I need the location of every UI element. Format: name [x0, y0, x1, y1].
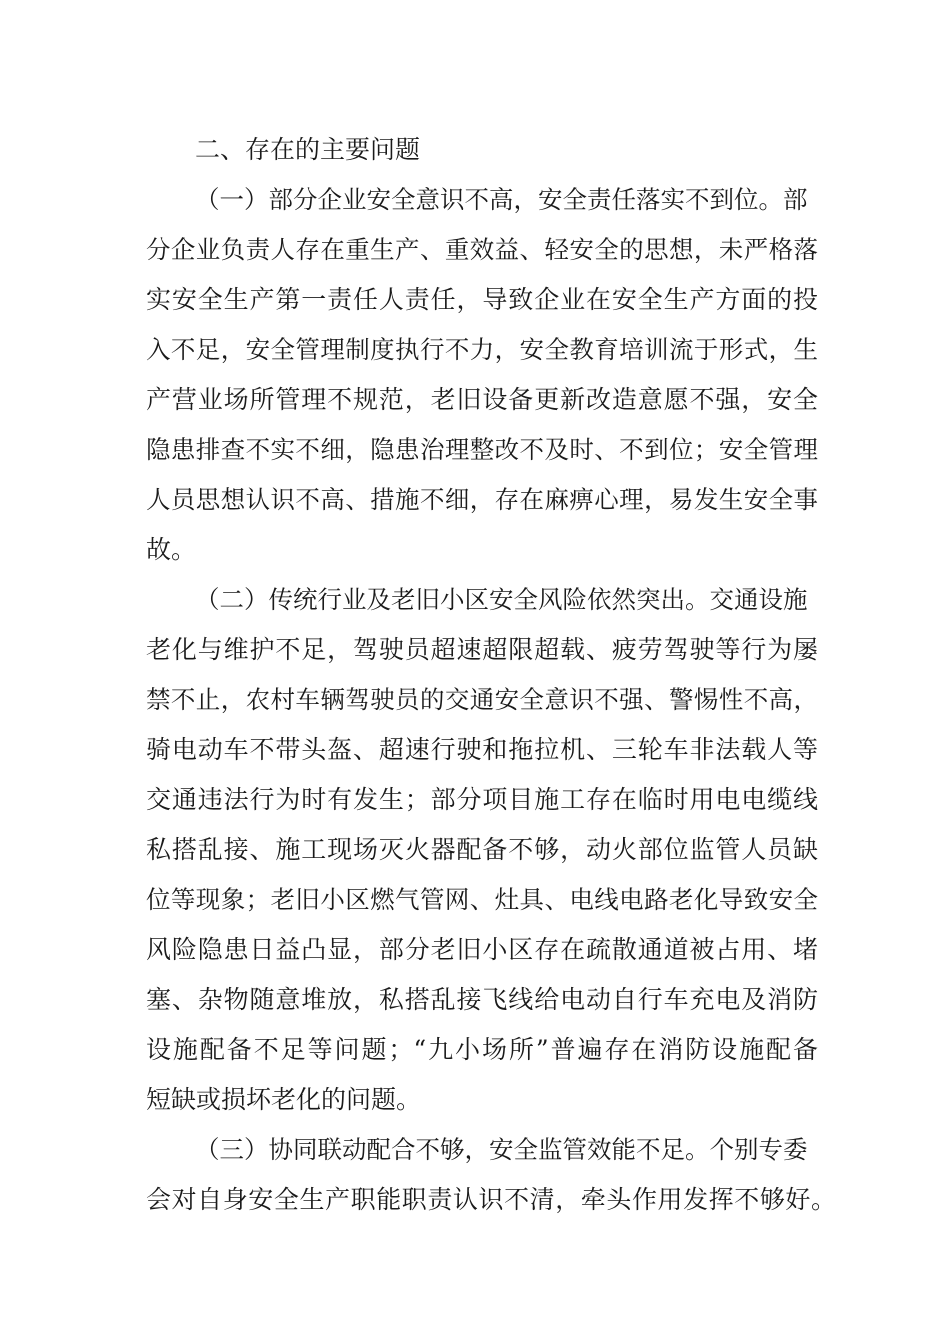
- paragraph-2-line-8: 风险隐患日益凸显，部分老旧小区存在疏散通道被占用、堵: [146, 935, 818, 964]
- paragraph-2-line-3: 禁不止，农村车辆驾驶员的交通安全意识不强、警惕性不高，: [146, 685, 818, 714]
- paragraph-1-line-8: 故。: [146, 535, 197, 564]
- paragraph-2-line-4: 骑电动车不带头盔、超速行驶和拖拉机、三轮车非法载人等: [146, 735, 818, 764]
- paragraph-2-line-7: 位等现象；老旧小区燃气管网、灶具、电线电路老化导致安全: [146, 885, 818, 914]
- paragraph-2-line-5: 交通违法行为时有发生；部分项目施工存在临时用电电缆线: [146, 785, 818, 814]
- paragraph-1-line-2: 分企业负责人存在重生产、重效益、轻安全的思想，未严格落: [146, 235, 818, 264]
- paragraph-1-line-1: （一）部分企业安全意识不高，安全责任落实不到位。部: [195, 185, 808, 214]
- paragraph-2-line-6: 私搭乱接、施工现场灭火器配备不够，动火部位监管人员缺: [146, 835, 818, 864]
- paragraph-2-line-10: 设施配备不足等问题；“九小场所”普遍存在消防设施配备: [146, 1035, 818, 1064]
- paragraph-2-line-11: 短缺或损坏老化的问题。: [146, 1085, 422, 1114]
- paragraph-2-line-2: 老化与维护不足，驾驶员超速超限超载、疲劳驾驶等行为屡: [146, 635, 818, 664]
- paragraph-2-line-9: 塞、杂物随意堆放，私搭乱接飞线给电动自行车充电及消防: [146, 985, 818, 1014]
- paragraph-2-line-1: （二）传统行业及老旧小区安全风险依然突出。交通设施: [195, 585, 808, 614]
- paragraph-3-line-1: （三）协同联动配合不够，安全监管效能不足。个别专委: [195, 1135, 808, 1164]
- paragraph-1-line-3: 实安全生产第一责任人责任，导致企业在安全生产方面的投: [146, 285, 818, 314]
- paragraph-1-line-5: 产营业场所管理不规范，老旧设备更新改造意愿不强，安全: [146, 385, 818, 414]
- paragraph-1-line-4: 入不足，安全管理制度执行不力，安全教育培训流于形式，生: [146, 335, 818, 364]
- paragraph-3-line-2: 会对自身安全生产职能职责认识不清，牵头作用发挥不够好。: [146, 1185, 836, 1214]
- section-heading: 二、存在的主要问题: [195, 135, 421, 164]
- paragraph-1-line-6: 隐患排查不实不细，隐患治理整改不及时、不到位；安全管理: [146, 435, 818, 464]
- paragraph-1-line-7: 人员思想认识不高、措施不细，存在麻痹心理，易发生安全事: [146, 485, 818, 514]
